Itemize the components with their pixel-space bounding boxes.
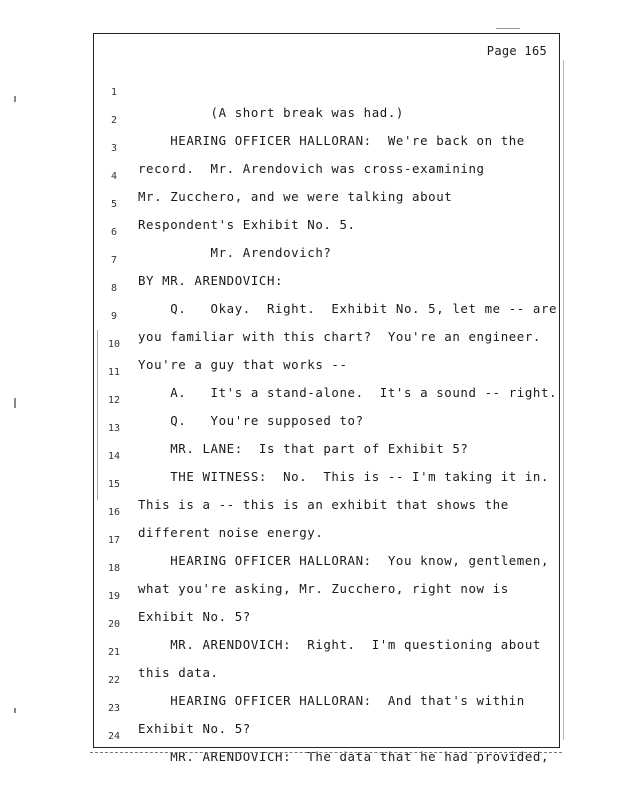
line-number: 11: [107, 367, 121, 378]
footer-rule: [90, 752, 562, 753]
line-number: 9: [110, 311, 118, 322]
line-text: Exhibit No. 5?: [138, 609, 251, 624]
line-number: 19: [107, 591, 121, 602]
line-text: MR. ARENDOVICH: The data that he had provided,: [138, 749, 550, 764]
line-number: 22: [107, 675, 121, 686]
line-text: THE WITNESS: No. This is -- I'm taking it in.: [138, 469, 550, 484]
line-text: Respondent's Exhibit No. 5.: [138, 217, 356, 232]
transcript-line: [94, 63, 559, 120]
line-number: 4: [110, 171, 118, 182]
line-text: BY MR. ARENDOVICH:: [138, 273, 284, 288]
line-text: You're a guy that works --: [138, 357, 348, 372]
line-text: Mr. Arendovich?: [138, 245, 332, 260]
line-text: HEARING OFFICER HALLORAN: You know, gentlemen,: [138, 553, 550, 568]
line-number: 21: [107, 647, 121, 658]
line-text: this data.: [138, 665, 219, 680]
line-number: 14: [107, 451, 121, 462]
line-number: 15: [107, 479, 121, 490]
line-text: HEARING OFFICER HALLORAN: We're back on the: [138, 133, 525, 148]
line-text: what you're asking, Mr. Zucchero, right now is: [138, 581, 509, 596]
transcript-line: [94, 231, 559, 288]
line-text: Exhibit No. 5?: [138, 721, 251, 736]
transcript-page: [93, 33, 560, 764]
left-edge-shadow: [97, 330, 98, 500]
line-number: 16: [107, 507, 121, 518]
line-number: 8: [110, 283, 118, 294]
line-number: 17: [107, 535, 121, 546]
header-tick-mark: [496, 28, 520, 29]
line-number: 2: [110, 115, 118, 126]
margin-speck: [14, 398, 16, 408]
line-text: Q. Okay. Right. Exhibit No. 5, let me -- are: [138, 301, 558, 316]
line-text: This is a -- this is an exhibit that shows the: [138, 497, 509, 512]
line-number: 20: [107, 619, 121, 630]
line-number: 10: [107, 339, 121, 350]
line-number: 24: [107, 731, 121, 742]
line-text: Q. You're supposed to?: [138, 413, 364, 428]
line-number: 7: [110, 255, 118, 266]
line-number: 18: [107, 563, 121, 574]
line-number: 12: [107, 395, 121, 406]
line-text: (A short break was had.): [138, 105, 404, 120]
line-number: 1: [110, 87, 118, 98]
line-number: 3: [110, 143, 118, 154]
line-number: 23: [107, 703, 121, 714]
line-text: MR. ARENDOVICH: Right. I'm questioning about: [138, 637, 541, 652]
line-number: 6: [110, 227, 118, 238]
line-number: 5: [110, 199, 118, 210]
line-text: Mr. Zucchero, and we were talking about: [138, 189, 453, 204]
page-number: Page 165: [486, 44, 547, 58]
line-text: you familiar with this chart? You're an engineer.: [138, 329, 541, 344]
margin-speck: [14, 708, 16, 713]
line-text: MR. LANE: Is that part of Exhibit 5?: [138, 441, 469, 456]
line-number: 13: [107, 423, 121, 434]
line-text: record. Mr. Arendovich was cross-examining: [138, 161, 485, 176]
right-edge-shadow: [563, 60, 564, 740]
line-text: A. It's a stand-alone. It's a sound -- right.: [138, 385, 558, 400]
line-text: different noise energy.: [138, 525, 324, 540]
line-text: HEARING OFFICER HALLORAN: And that's within: [138, 693, 525, 708]
margin-speck: [14, 96, 16, 102]
